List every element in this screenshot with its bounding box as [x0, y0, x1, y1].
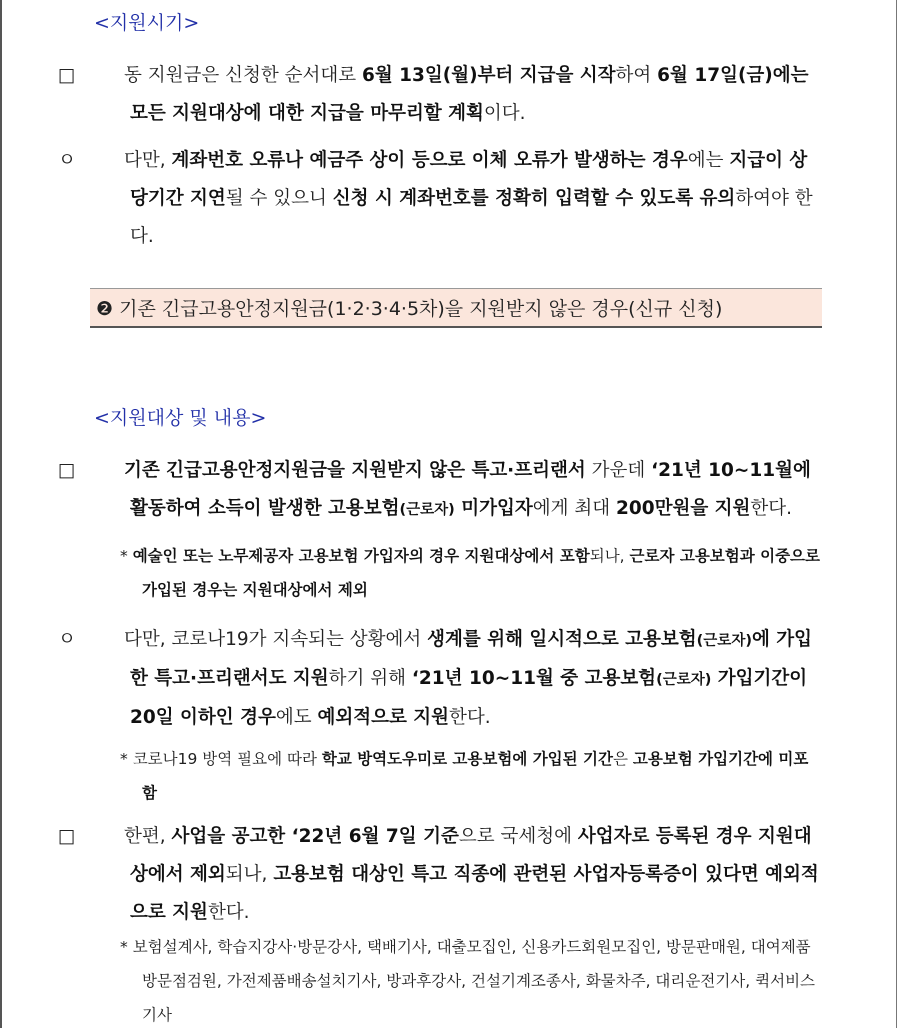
paragraph-payment-schedule: □ 동 지원금은 신청한 순서대로 6월 13일(월)부터 지급을 시작하여 6월 17일(금)에는 모든 지원대상에 대한 지급을 마무리할 계획이다. [94, 57, 822, 133]
checkbox-bullet: □ [58, 460, 76, 481]
checkbox-bullet: □ [58, 826, 76, 847]
note-occupation-list: * 보험설계사, 학습지강사·방문강사, 택배기사, 대출모집인, 신용카드회원모집인, 방문판매원, 대여제품방문점검원, 가전제품배송설치기사, 방과후강사, 건설기계조종사, 화물차주, 대리운전기사, 퀵서비스기사 [120, 938, 816, 1024]
circle-bullet: ㅇ [58, 629, 76, 650]
circle-bullet: ㅇ [58, 150, 76, 171]
paragraph-account-error: ㅇ 다만, 계좌번호 오류나 예금주 상이 등으로 이체 오류가 발생하는 경우에는 지급이 상당기간 지연될 수 있으니 신청 시 계좌번호를 정확히 입력할 수 있도록 유의하여야 한다. [94, 142, 822, 256]
paragraph-eligibility: □ 기존 긴급고용안정지원금을 지원받지 않은 특고·프리랜서 가운데 ‘21년 10~11월에 활동하여 소득이 발생한 고용보험(근로자) 미가입자에게 최대 200만원을 지원한다. [94, 452, 822, 529]
section-title-timing: <지원시기> [94, 12, 200, 34]
note-school-helpers: * 코로나19 방역 필요에 따라 학교 방역도우미로 고용보험에 가입된 기간은 고용보험 가입기간에 미포함 [120, 750, 809, 802]
checkbox-bullet: □ [58, 65, 76, 86]
section-title-eligibility: <지원대상 및 내용> [94, 407, 267, 429]
banner-text: 기존 긴급고용안정지원금(1·2·3·4·5차)을 지원받지 않은 경우(신규 신청) [119, 298, 723, 320]
paragraph-business-registration: □ 한편, 사업을 공고한 ‘22년 6월 7일 기준으로 국세청에 사업자로 등록된 경우 지원대상에서 제외되나, 고용보험 대상인 특고 직종에 관련된 사업자등록증이 있다면 예외적으로 지원한다. [94, 818, 822, 932]
paragraph-covid-exception: ㅇ 다만, 코로나19가 지속되는 상황에서 생계를 위해 일시적으로 고용보험(근로자)에 가입한 특고·프리랜서도 지원하기 위해 ‘21년 10~11월 중 고용보험(근로자) 가입기간이 20일 이하인 경우에도 예외적으로 지원한다. [94, 621, 822, 737]
note-artists: * 예술인 또는 노무제공자 고용보험 가입자의 경우 지원대상에서 포함되나, 근로자 고용보험과 이중으로 가입된 경우는 지원대상에서 제외 [120, 547, 821, 599]
number-2-icon: ❷ [96, 298, 114, 320]
new-application-banner [90, 288, 822, 328]
